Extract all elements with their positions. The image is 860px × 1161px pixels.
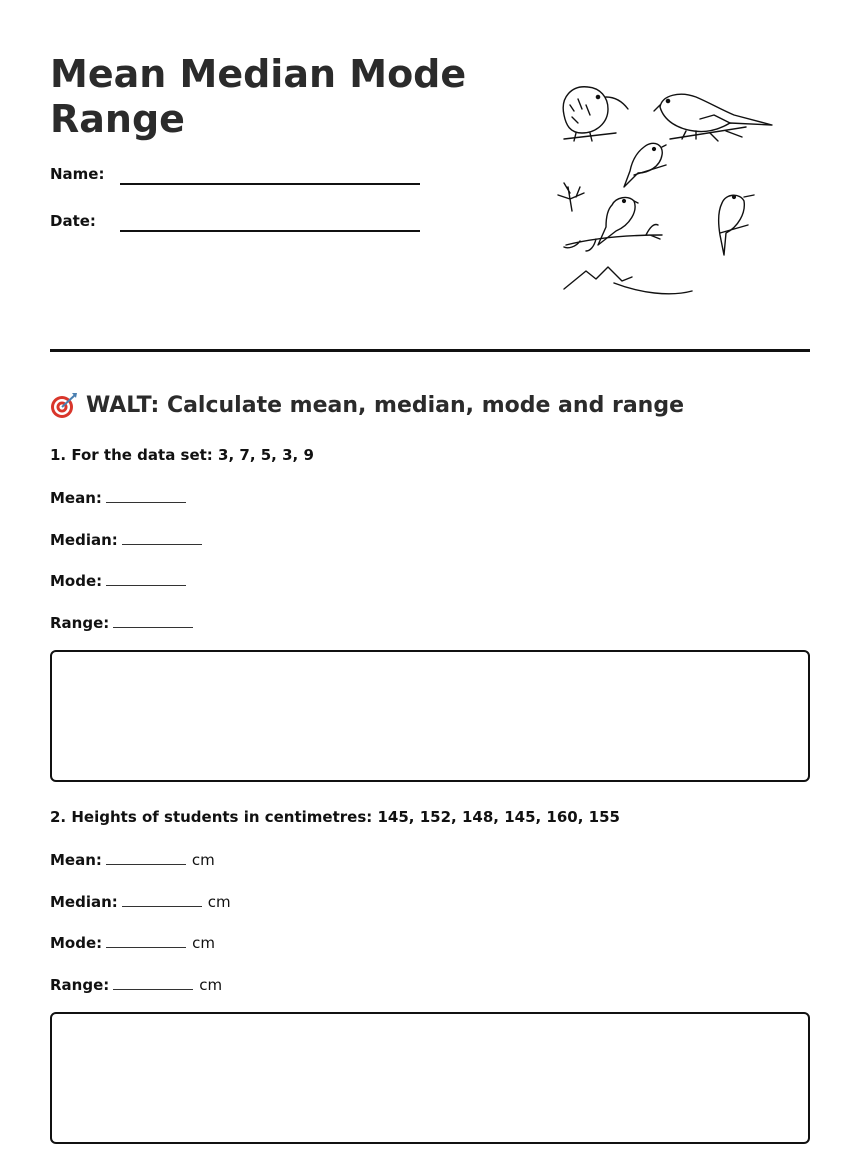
worksheet-title: Mean Median Mode Range xyxy=(50,52,467,141)
q1-mode-row xyxy=(50,571,186,590)
q2-mean-label: Mean: xyxy=(50,851,102,869)
q1-range-row xyxy=(50,613,193,632)
q2-mean-row xyxy=(50,850,215,869)
branch-twig-icon xyxy=(558,183,584,211)
name-label: Name: xyxy=(50,165,105,183)
q2-range-label: Range: xyxy=(50,976,110,994)
bird-illustration xyxy=(550,75,790,300)
q2-range-blank[interactable] xyxy=(113,975,193,990)
q1-working-box[interactable] xyxy=(50,650,810,782)
walt-heading xyxy=(50,389,684,421)
q1-median-row xyxy=(50,530,202,549)
q1-median-label: Median: xyxy=(50,531,118,549)
q2-mode-row xyxy=(50,933,215,952)
q2-mean-unit: cm xyxy=(191,851,215,869)
walt-text: WALT: Calculate mean, median, mode and range xyxy=(86,392,684,418)
q2-median-unit: cm xyxy=(207,893,231,911)
date-label: Date: xyxy=(50,212,96,230)
sparrow-bird-icon xyxy=(564,198,662,251)
magpie-bird-icon xyxy=(654,94,772,141)
question-1-title: 1. For the data set: 3, 7, 5, 3, 9 xyxy=(50,446,314,464)
q2-range-unit: cm xyxy=(199,976,223,994)
question-2-title: 2. Heights of students in centimetres: 145, 152, 148, 145, 160, 155 xyxy=(50,808,620,826)
date-field xyxy=(50,212,430,242)
date-answer-line[interactable] xyxy=(120,230,420,232)
q2-mode-label: Mode: xyxy=(50,934,103,952)
q1-mean-row xyxy=(50,488,186,507)
q1-mean-label: Mean: xyxy=(50,489,102,507)
section-divider xyxy=(50,349,810,352)
q2-median-blank[interactable] xyxy=(122,892,202,907)
q1-median-blank[interactable] xyxy=(122,530,202,545)
q2-median-label: Median: xyxy=(50,893,118,911)
q2-median-row xyxy=(50,892,231,911)
fantail-bird-icon xyxy=(624,143,666,187)
name-answer-line[interactable] xyxy=(120,183,420,185)
name-field xyxy=(50,165,430,195)
q2-range-row xyxy=(50,975,222,994)
q1-range-blank[interactable] xyxy=(113,613,193,628)
q2-mean-blank[interactable] xyxy=(106,850,186,865)
q2-working-box[interactable] xyxy=(50,1012,810,1144)
kiwi-bird-icon xyxy=(563,87,628,141)
mountain-landscape-icon xyxy=(564,267,692,294)
q2-mode-unit: cm xyxy=(192,934,216,952)
q1-mode-label: Mode: xyxy=(50,572,103,590)
q1-mean-blank[interactable] xyxy=(106,488,186,503)
q1-range-label: Range: xyxy=(50,614,110,632)
tui-bird-icon xyxy=(719,195,754,255)
target-icon xyxy=(50,391,78,419)
q1-mode-blank[interactable] xyxy=(106,571,186,586)
q2-mode-blank[interactable] xyxy=(106,933,186,948)
